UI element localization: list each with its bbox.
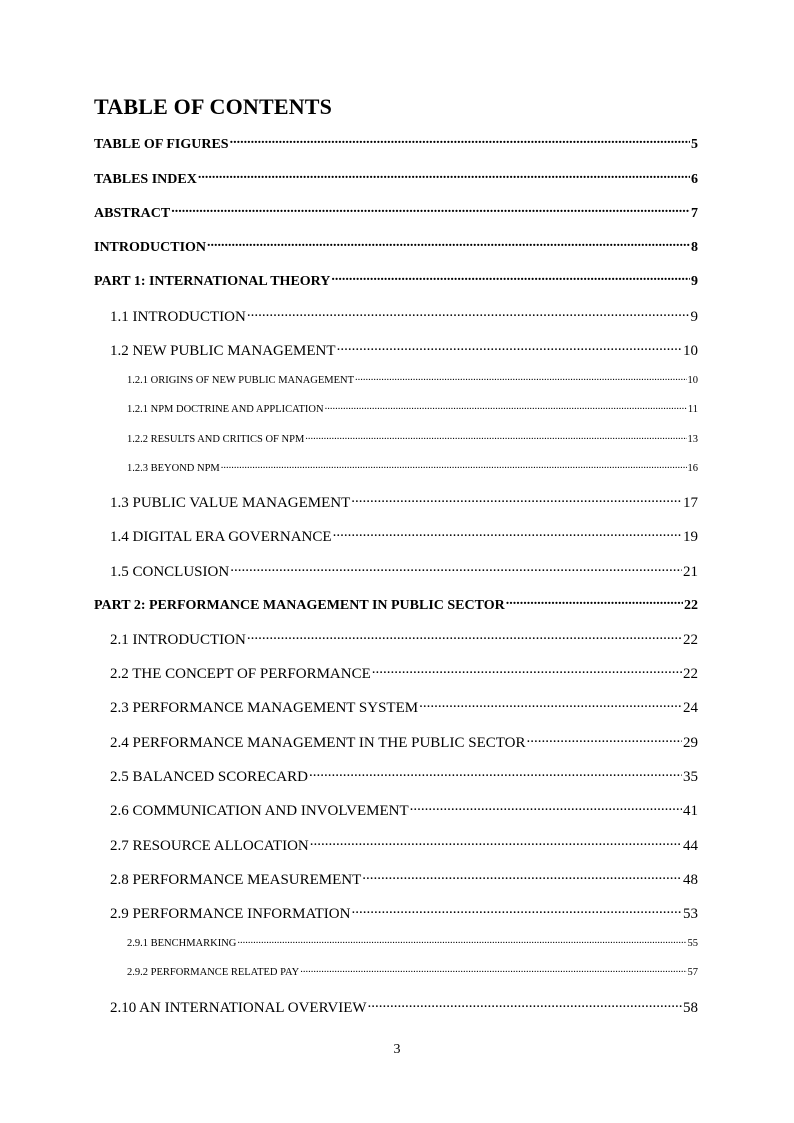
dot-leader	[230, 561, 682, 576]
toc-entry-page: 11	[687, 404, 698, 416]
toc-entry-page: 13	[687, 434, 698, 446]
dot-leader	[237, 937, 686, 946]
dot-leader	[221, 462, 687, 471]
dot-leader	[247, 629, 682, 644]
toc-entry-introduction[interactable]	[94, 237, 698, 256]
toc-entry-page: 35	[683, 769, 698, 785]
toc-entry-label: 1.2.1 NPM DOCTRINE AND APPLICATION	[127, 404, 324, 416]
toc-entry-page: 58	[683, 1000, 698, 1016]
dot-leader	[247, 306, 690, 321]
dot-leader	[419, 697, 682, 712]
toc-entry-label: 2.10 AN INTERNATIONAL OVERVIEW	[110, 1000, 367, 1016]
toc-entry-1-2[interactable]	[110, 340, 698, 360]
toc-entry-page: 41	[683, 803, 698, 819]
toc-entry-2-9-2[interactable]	[127, 966, 698, 978]
dot-leader	[331, 271, 690, 285]
toc-entry-page: 17	[683, 495, 698, 511]
dot-leader	[526, 732, 682, 747]
toc-entry-1-1[interactable]	[110, 306, 698, 326]
toc-entry-page: 9	[690, 309, 698, 325]
toc-entry-page: 22	[683, 666, 698, 682]
dot-leader	[207, 237, 690, 251]
toc-title: TABLE OF CONTENTS	[94, 94, 333, 119]
toc-entry-page: 48	[683, 872, 698, 888]
dot-leader	[198, 169, 690, 183]
toc-entry-part-1[interactable]	[94, 271, 698, 290]
toc-entry-label: ABSTRACT	[94, 206, 171, 221]
toc-entry-page: 16	[687, 463, 698, 475]
toc-entry-1-2-3[interactable]	[127, 462, 698, 474]
toc-entry-label: 2.7 RESOURCE ALLOCATION	[110, 838, 309, 854]
dot-leader	[362, 869, 682, 884]
dot-leader	[171, 203, 690, 217]
page-number: 3	[393, 1042, 401, 1057]
toc-entry-2-1[interactable]	[110, 629, 698, 649]
dot-leader	[333, 526, 682, 541]
toc-entry-label: PART 2: PERFORMANCE MANAGEMENT IN PUBLIC SECTOR	[94, 598, 505, 613]
toc-entry-page: 5	[691, 137, 698, 152]
toc-entry-label: 1.3 PUBLIC VALUE MANAGEMENT	[110, 495, 351, 511]
toc-entry-2-4[interactable]	[110, 732, 698, 752]
toc-entry-2-2[interactable]	[110, 663, 698, 683]
dot-leader	[506, 595, 683, 609]
toc-entry-tables-index[interactable]	[94, 169, 698, 188]
toc-entry-page: 22	[683, 632, 698, 648]
toc-entry-table-of-figures[interactable]	[94, 134, 698, 153]
dot-leader	[410, 800, 682, 815]
toc-entry-label: 1.1 INTRODUCTION	[110, 309, 246, 325]
toc-entry-part-2[interactable]	[94, 595, 698, 614]
toc-entry-page: 57	[687, 967, 698, 979]
dot-leader	[325, 403, 687, 412]
toc-entry-page: 6	[691, 172, 698, 187]
dot-leader	[351, 903, 682, 918]
toc-entry-label: 2.9.1 BENCHMARKING	[127, 938, 237, 950]
toc-entry-page: 10	[683, 343, 698, 359]
toc-entry-2-3[interactable]	[110, 697, 698, 717]
toc-entry-2-8[interactable]	[110, 869, 698, 889]
toc-entry-label: 2.8 PERFORMANCE MEASUREMENT	[110, 872, 362, 888]
toc-entry-page: 44	[683, 838, 698, 854]
dot-leader	[310, 835, 682, 850]
dot-leader	[305, 433, 686, 442]
dot-leader	[368, 997, 682, 1012]
dot-leader	[355, 374, 686, 383]
dot-leader	[230, 134, 690, 148]
toc-entry-label: 1.2 NEW PUBLIC MANAGEMENT	[110, 343, 336, 359]
toc-entry-page: 7	[691, 206, 698, 221]
toc-entry-label: 2.3 PERFORMANCE MANAGEMENT SYSTEM	[110, 700, 419, 716]
toc-entry-label: 2.9.2 PERFORMANCE RELATED PAY	[127, 967, 300, 979]
toc-entry-2-7[interactable]	[110, 835, 698, 855]
toc-entry-1-5[interactable]	[110, 561, 698, 581]
toc-entry-page: 10	[687, 375, 698, 387]
toc-entry-label: 1.2.2 RESULTS AND CRITICS OF NPM	[127, 434, 305, 446]
toc-entry-label: 2.9 PERFORMANCE INFORMATION	[110, 906, 351, 922]
toc-entry-label: 2.2 THE CONCEPT OF PERFORMANCE	[110, 666, 371, 682]
toc-entry-label: 2.6 COMMUNICATION AND INVOLVEMENT	[110, 803, 409, 819]
toc-entry-page: 9	[691, 274, 698, 289]
toc-entry-page: 24	[683, 700, 698, 716]
toc-entry-label: TABLES INDEX	[94, 172, 197, 187]
toc-entry-label: 1.2.3 BEYOND NPM	[127, 463, 220, 475]
toc-entry-2-5[interactable]	[110, 766, 698, 786]
toc-entry-page: 22	[684, 598, 698, 613]
toc-entry-label: 2.1 INTRODUCTION	[110, 632, 246, 648]
toc-entry-2-9[interactable]	[110, 903, 698, 923]
toc-entry-1-2-1-origins[interactable]	[127, 374, 698, 386]
toc-entry-1-3[interactable]	[110, 492, 698, 512]
toc-entry-page: 55	[687, 938, 698, 950]
toc-entry-page: 19	[683, 529, 698, 545]
toc-entry-label: TABLE OF FIGURES	[94, 137, 229, 152]
toc-entry-label: 1.2.1 ORIGINS OF NEW PUBLIC MANAGEMENT	[127, 375, 355, 387]
toc-entry-page: 29	[683, 735, 698, 751]
toc-entry-page: 8	[691, 240, 698, 255]
dot-leader	[351, 492, 682, 507]
dot-leader	[309, 766, 682, 781]
toc-entry-2-10[interactable]	[110, 997, 698, 1017]
dot-leader	[337, 340, 682, 355]
toc-entry-label: 1.5 CONCLUSION	[110, 564, 230, 580]
toc-entry-page: 53	[683, 906, 698, 922]
toc-entry-label: 2.5 BALANCED SCORECARD	[110, 769, 308, 785]
toc-entry-label: 1.4 DIGITAL ERA GOVERNANCE	[110, 529, 332, 545]
toc-entry-abstract[interactable]	[94, 203, 698, 222]
dot-leader	[372, 663, 682, 678]
toc-entry-label: INTRODUCTION	[94, 240, 207, 255]
toc-entry-2-9-1[interactable]	[127, 937, 698, 949]
toc-entry-2-6[interactable]	[110, 800, 698, 820]
toc-entry-page: 21	[683, 564, 698, 580]
dot-leader	[300, 966, 686, 975]
toc-entry-label: 2.4 PERFORMANCE MANAGEMENT IN THE PUBLIC SECTOR	[110, 735, 526, 751]
toc-entry-label: PART 1: INTERNATIONAL THEORY	[94, 274, 331, 289]
toc-entry-1-2-2[interactable]	[127, 433, 698, 445]
toc-entry-1-2-1-doctrine[interactable]	[127, 403, 698, 415]
toc-entry-1-4[interactable]	[110, 526, 698, 546]
